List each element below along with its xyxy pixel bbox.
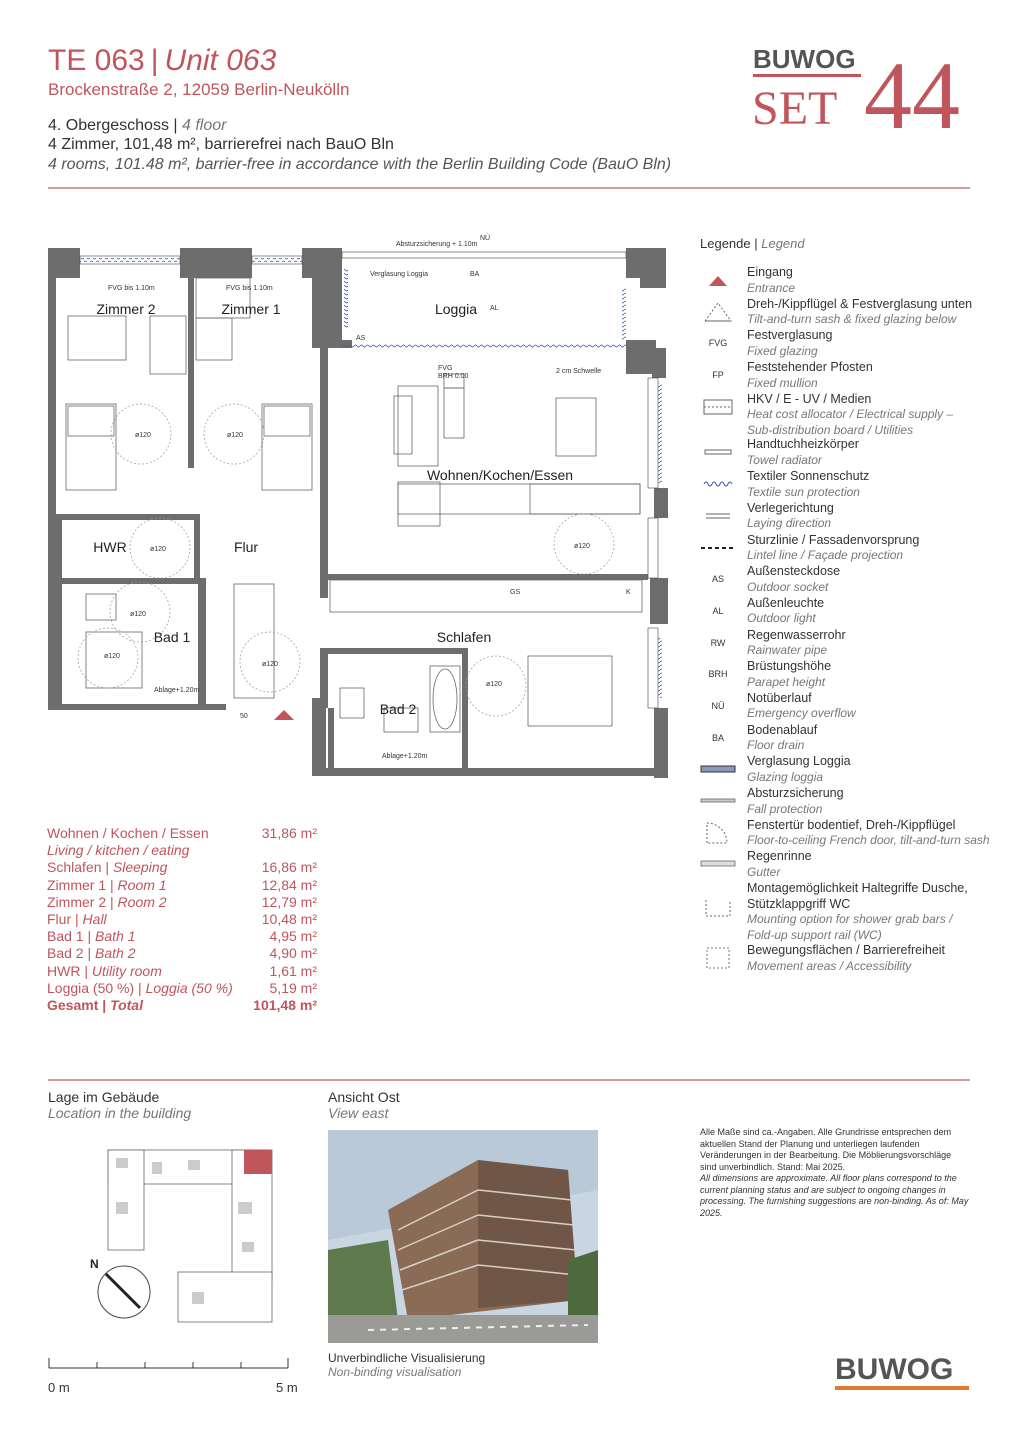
area-label-en: Room 2: [117, 893, 167, 910]
area-label-de: Bad 2: [47, 945, 84, 962]
rooms-de: 4 Zimmer, 101,48 m², barrierefrei nach BauO Bln: [48, 136, 394, 153]
legend-item-laying-direction: [700, 501, 1000, 533]
building-visualisation: [328, 1130, 598, 1343]
area-label-en: Hall: [82, 910, 107, 927]
legend-item-towel-radiator: [700, 437, 1000, 469]
legend-item-fvg: [700, 328, 1000, 360]
plan-note-circle-zimmer2: ø120: [135, 432, 151, 439]
laying-arrow-icon: [700, 503, 736, 529]
legend-label-en2: Fold-up support rail (WC): [747, 927, 882, 942]
floor-info: 4. Obergeschoss | 4 floor: [48, 117, 227, 134]
logo-buwog-text: BUWOG: [753, 44, 856, 74]
sun-protection-wave-icon: [700, 471, 736, 497]
legend-item-utilities: [700, 391, 1000, 437]
legend: [700, 236, 1000, 975]
legend-label-en: Heat cost allocator / Electrical supply –: [747, 407, 954, 422]
plan-note-circle-shower: ø120: [104, 653, 120, 660]
legend-label-en: Floor drain: [747, 738, 805, 753]
utilities-box-icon: [700, 394, 736, 420]
location-title-en: Location in the building: [48, 1105, 192, 1121]
area-row: [47, 825, 317, 842]
area-label-en: Room 1: [117, 876, 167, 893]
legend-item-grab-bars: [700, 881, 1000, 943]
area-row: [47, 842, 317, 859]
area-label-de: HWR: [47, 962, 81, 979]
address: Brockenstraße 2, 12059 Berlin-Neukölln: [48, 80, 350, 99]
area-value: 31,86 m²: [261, 825, 317, 841]
unit-title: [48, 44, 276, 78]
room-label-schlafen: Schlafen: [436, 629, 492, 645]
area-label-de: Bad 1: [47, 928, 84, 945]
room-label-wohnen: Wohnen/Kochen/Essen: [426, 467, 574, 483]
legend-item-emergency-overflow: [700, 691, 1000, 723]
legend-label-de: Außensteckdose: [747, 564, 841, 579]
area-label-en: Total: [110, 996, 143, 1013]
location-title: [48, 1089, 191, 1121]
legend-label-en: Parapet height: [747, 674, 826, 689]
area-row: Zimmer 2 | Room 2 12,79 m²: [47, 893, 317, 910]
legend-label-en: Movement areas / Accessibility: [747, 958, 912, 973]
buwog-set44-logo: [752, 42, 972, 149]
legend-label-de: Feststehender Pfosten: [747, 360, 873, 375]
north-label: N: [90, 1257, 99, 1271]
fvg-icon: FVG: [708, 338, 728, 349]
al-icon: AL: [712, 605, 724, 616]
area-label-en: Bath 1: [95, 928, 136, 945]
french-door-icon: [700, 820, 736, 846]
brh-icon: BRH: [708, 669, 728, 680]
plan-note-fvg-loggia: FVG: [438, 365, 453, 372]
area-value: 10,48 m²: [261, 910, 317, 927]
plan-note-gs: GS: [510, 589, 521, 596]
area-label-de: Zimmer 1: [47, 876, 107, 893]
disclaimer: [700, 1127, 970, 1219]
disclaimer-de: Alle Maße sind ca.-Angaben. Alle Grundrisse entsprechen dem aktuellen Stand der Planung und unterliegen laufenden Veränderungen in der Bearbeitung. Die Möblierungsvorschläge sind unverbindlich. Stand: Mai 2025.: [700, 1127, 952, 1172]
legend-label-en: Rainwater pipe: [747, 643, 828, 658]
legend-item-sun-protection: [700, 469, 1000, 501]
floor-de: 4. Obergeschoss: [48, 117, 169, 134]
area-value: 12,79 m²: [261, 893, 317, 910]
area-label-de: Flur: [47, 910, 72, 927]
view-title: [328, 1089, 400, 1121]
legend-label-de: Bodenablauf: [747, 722, 818, 737]
plan-note-fvg-zimmer2: FVG bis 1.10m: [108, 285, 155, 292]
legend-label-en: Gutter: [747, 864, 781, 879]
plan-note-as: AS: [356, 335, 366, 342]
legend-label-en: Entrance: [747, 280, 796, 295]
area-value: 5,19 m²: [269, 979, 317, 996]
legend-label-en: Outdoor light: [747, 611, 816, 626]
legend-item-fall-protection: [700, 786, 1000, 818]
tilt-turn-window-icon: [700, 299, 736, 325]
area-label-en: Bath 2: [95, 945, 136, 962]
gutter-icon: [700, 851, 736, 877]
location-title-de: Lage im Gebäude: [48, 1089, 160, 1105]
area-row: Zimmer 1 | Room 1 12,84 m²: [47, 876, 317, 893]
area-label-en: Utility room: [91, 962, 162, 979]
legend-label-en: Textile sun protection: [747, 484, 860, 499]
caption-en: Non-binding visualisation: [328, 1365, 462, 1379]
legend-label-de: Festverglasung: [747, 328, 833, 343]
as-icon: AS: [711, 574, 724, 585]
legend-item-parapet-height: [700, 659, 1000, 691]
legend-title-en: Legend: [761, 236, 805, 251]
rooms-en: 4 rooms, 101.48 m², barrier-free in accordance with the Berlin Building Code (BauO Bln): [48, 156, 672, 173]
logo-44-text: 44: [864, 42, 960, 149]
plan-note-ba: BA: [470, 271, 480, 278]
area-row-total: Gesamt | Total 101,48 m²: [47, 996, 317, 1013]
legend-label-de: Außenleuchte: [747, 595, 825, 610]
legend-item-gutter: [700, 849, 1000, 881]
legend-item-lintel: [700, 533, 1000, 565]
room-label-zimmer1: Zimmer 1: [221, 301, 281, 317]
area-label-en: Living / kitchen / eating: [47, 842, 190, 859]
plan-note-circle-wohnen: ø120: [574, 543, 590, 550]
legend-label-en: Fixed mullion: [747, 375, 818, 390]
compass-needle: [106, 1274, 140, 1308]
walls: [48, 248, 668, 778]
area-label-de: Wohnen / Kochen / Essen: [47, 825, 209, 841]
area-label-de: Loggia (50 %): [47, 979, 135, 996]
legend-label-de: Regenrinne: [747, 849, 812, 864]
legend-label-en: Outdoor socket: [747, 579, 829, 594]
entrance-marker: [274, 710, 294, 720]
legend-label-en: Mounting option for shower grab bars /: [747, 912, 953, 927]
plan-note-absturz: Absturzsicherung + 1.10m: [396, 241, 478, 248]
plan-note-brh: BRH 0.00: [438, 373, 469, 380]
legend-item-glazing-loggia: [700, 754, 1000, 786]
plan-note-al: AL: [490, 305, 499, 312]
area-row: Bad 1 | Bath 1 4,95 m²: [47, 928, 317, 945]
area-row: Schlafen | Sleeping 16,86 m²: [47, 859, 317, 876]
legend-item-fp: [700, 360, 1000, 392]
scale-end: 5 m: [276, 1380, 298, 1395]
legend-label-en: Floor-to-ceiling French door, tilt-and-turn sash: [747, 833, 990, 848]
legend-label-en: Tilt-and-turn sash & fixed glazing below: [747, 312, 957, 327]
plan-note-circle-schlafen: ø120: [486, 681, 502, 688]
photo-caption: [328, 1351, 485, 1379]
area-label-de: Zimmer 2: [47, 893, 107, 910]
legend-item-outdoor-light: [700, 596, 1000, 628]
room-label-zimmer2: Zimmer 2: [96, 301, 156, 317]
legend-item-french-door: [700, 818, 1000, 850]
caption-de: Unverbindliche Visualisierung: [328, 1351, 486, 1365]
entrance-triangle-icon: [700, 267, 736, 293]
room-label-bad2: Bad 2: [379, 701, 417, 717]
legend-label-de: Montagemöglichkeit Haltegriffe Dusche,: [747, 881, 968, 896]
legend-label-de: Notüberlauf: [747, 690, 812, 705]
floor-plan: [48, 228, 688, 788]
legend-label-de: Dreh-/Kippflügel & Festverglasung unten: [747, 296, 973, 311]
legend-item-entrance: [700, 265, 1000, 297]
view-title-de: Ansicht Ost: [328, 1089, 400, 1105]
legend-label-de: Sturzlinie / Fassadenvorsprung: [747, 532, 920, 547]
legend-label-de: Fenstertür bodentief, Dreh-/Kippflügel: [747, 817, 956, 832]
unit-title-de: TE 063: [48, 44, 145, 77]
scale-start: 0 m: [48, 1380, 70, 1395]
plan-note-schwelle: 2 cm Schwelle: [556, 368, 602, 375]
scale-bar: [48, 1352, 308, 1396]
legend-item-outdoor-socket: [700, 564, 1000, 596]
area-value: 16,86 m²: [261, 859, 317, 876]
title-separator: |: [150, 44, 159, 77]
legend-label-de: Verlegerichtung: [747, 500, 834, 515]
fp-icon: FP: [712, 370, 724, 381]
legend-label-de: HKV / E - UV / Medien: [747, 391, 872, 406]
area-label-en: Sleeping: [112, 859, 168, 876]
area-label-en: Loggia (50 %): [145, 979, 233, 996]
legend-label-en: Fixed glazing: [747, 343, 818, 358]
glazing-loggia-icon: [700, 756, 736, 782]
legend-label-en: Emergency overflow: [747, 706, 856, 721]
legend-label-de: Verglasung Loggia: [747, 754, 851, 769]
plan-note-ablage-bad2: Ablage+1.20m: [382, 753, 428, 760]
legend-label-de: Eingang: [747, 265, 793, 279]
plan-note-nue: NÜ: [480, 235, 491, 242]
room-label-hwr: HWR: [93, 539, 127, 555]
rw-icon: RW: [710, 637, 726, 648]
area-table: [47, 825, 317, 1014]
logo-underline: [753, 74, 861, 77]
plan-note-circle-entrance: ø120: [262, 661, 278, 668]
legend-item-movement-areas: [700, 943, 1000, 975]
plan-note-ablage-bad1: Ablage+1.20m: [154, 687, 200, 694]
area-label-de: Gesamt: [47, 996, 99, 1013]
legend-label-en: Fall protection: [747, 801, 823, 816]
area-row: Bad 2 | Bath 2 4,90 m²: [47, 945, 317, 962]
plan-note-k: K: [626, 589, 631, 596]
area-value: 4,90 m²: [269, 945, 317, 962]
building-location-map: [92, 1142, 282, 1328]
area-row: Flur | Hall 10,48 m²: [47, 910, 317, 927]
plan-note-circle-bad1: ø120: [130, 611, 146, 618]
legend-label-en: Laying direction: [747, 516, 832, 531]
legend-label-de: Handtuchheizkörper: [747, 437, 859, 452]
plan-note-circle-zimmer1: ø120: [227, 432, 243, 439]
towel-radiator-icon: [700, 439, 736, 465]
ba-icon: BA: [711, 732, 724, 743]
floor-en: 4 floor: [182, 117, 227, 134]
area-row: HWR | Utility room 1,61 m²: [47, 962, 317, 979]
area-label-de: Schlafen: [47, 859, 102, 876]
area-row: Loggia (50 %) | Loggia (50 %) 5,19 m²: [47, 979, 317, 996]
legend-label-en2: Sub-distribution board / Utilities: [747, 422, 914, 437]
legend-item-rainwater-pipe: [700, 628, 1000, 660]
header-divider: [48, 187, 970, 189]
dashed-line-icon: [700, 535, 736, 561]
plan-note-fvg-zimmer1: FVG bis 1.10m: [226, 285, 273, 292]
legend-label-de: Regenwasserrohr: [747, 627, 846, 642]
legend-title: Legende | Legend: [700, 236, 805, 251]
buwog-logo-text: BUWOG: [835, 1353, 954, 1386]
unit-highlight: [244, 1150, 272, 1174]
plan-note-50: 50: [240, 713, 248, 720]
grab-bar-icon: [700, 895, 736, 921]
legend-label-de2: Stützklappgriff WC: [747, 896, 851, 911]
nue-icon: NÜ: [711, 700, 725, 711]
footer-divider: [48, 1079, 970, 1081]
legend-label-de: Brüstungshöhe: [747, 659, 832, 674]
view-title-en: View east: [328, 1105, 389, 1121]
room-label-bad1: Bad 1: [153, 629, 191, 645]
area-value: 1,61 m²: [269, 962, 317, 979]
legend-label-en: Lintel line / Façade projection: [747, 548, 904, 562]
area-value: 12,84 m²: [261, 876, 317, 893]
unit-title-en: Unit 063: [164, 44, 277, 77]
legend-label-en: Glazing loggia: [747, 769, 824, 784]
logo-set-text: SET: [752, 82, 838, 135]
legend-item-floor-drain: [700, 723, 1000, 755]
legend-label-en: Towel radiator: [747, 452, 822, 467]
movement-area-icon: [700, 945, 736, 971]
legend-label-de: Textiler Sonnenschutz: [747, 469, 870, 484]
legend-label-de: Absturzsicherung: [747, 786, 844, 800]
room-label-flur: Flur: [233, 539, 259, 555]
area-value: 101,48 m²: [253, 996, 317, 1013]
disclaimer-en: All dimensions are approximate. All floor plans correspond to the current planning status and are subject to ongoing changes in processing. The furnishing suggestions are non-binding. As of: May 2025.: [700, 1173, 969, 1218]
plan-note-circle-flur: ø120: [150, 546, 166, 553]
movement-circles: [78, 404, 614, 716]
legend-item-tilt-turn: [700, 297, 1000, 329]
area-value: 4,95 m²: [269, 928, 317, 945]
room-label-loggia: Loggia: [434, 301, 478, 317]
legend-label-de: Bewegungsflächen / Barrierefreiheit: [747, 943, 946, 958]
plan-note-verglasung: Verglasung Loggia: [370, 271, 428, 278]
fall-protection-icon: [700, 788, 736, 814]
legend-title-de: Legende: [700, 236, 751, 251]
buwog-logo: [835, 1353, 971, 1393]
buwog-logo-underline: [835, 1386, 969, 1390]
